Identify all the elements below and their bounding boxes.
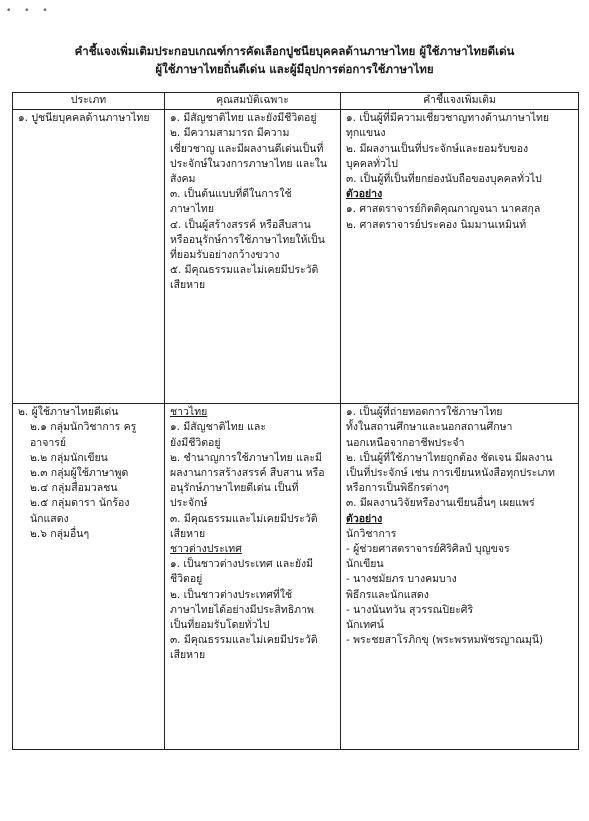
subgroup-line: ๒.๔ กลุ่มสื่อมวลชน: [30, 482, 118, 495]
row2-notes-cell: [341, 404, 579, 750]
qualification-line: ๕. มีคุณธรรมและไม่เคยมีประวัติ: [170, 264, 319, 277]
scan-dots: • • •: [6, 6, 53, 16]
example-category: นักเทศน์: [346, 619, 384, 632]
note-line: หรือการเป็นพิธีกรต่างๆ: [346, 482, 450, 495]
note-line: ๑. ศาสตราจารย์กิตติคุณกาญจนา นาคสกุล: [346, 203, 541, 216]
example-person: - นางชมัยภร บางคมบาง: [346, 573, 457, 586]
qualification-line: ๓. เป็นต้นแบบที่ดีในการใช้: [170, 188, 292, 201]
row1-notes-cell: [341, 110, 579, 404]
document-title-line-2: ผู้ใช้ภาษาไทยถิ่นดีเด่น และผู้มีอุปการต่อการใช้ภาษาไทย: [155, 62, 434, 76]
qualification-line: เชี่ยวชาญ และมีผลงานดีเด่นเป็นที่: [170, 142, 324, 155]
qualification-line: ภาษาไทยได้อย่างมีประสิทธิภาพ: [170, 603, 314, 616]
row2-type-line: ๒. ผู้ใช้ภาษาไทยดีเด่น: [18, 406, 119, 419]
qualification-line: เป็นที่ยอมรับโดยทั่วไป: [170, 619, 270, 632]
qualification-line: ๒. เป็นชาวต่างประเทศที่ใช้: [170, 588, 293, 601]
note-line: ๒. มีผลงานเป็นที่ประจักษ์และยอมรับของ: [346, 142, 529, 155]
qualification-line: ประจักษ์: [170, 497, 208, 510]
subgroup-line: ๒.๓ กลุ่มผู้ใช้ภาษาพูด: [30, 467, 129, 480]
criteria-table: [12, 92, 579, 750]
qualification-line: สังคม: [170, 173, 196, 186]
qualification-line: เสียหาย: [170, 649, 206, 662]
qualification-line: อนุรักษ์ภาษาไทยดีเด่น เป็นที่: [170, 482, 299, 495]
example-person: - นางนันทวัน สุวรรณปิยะศิริ: [346, 603, 474, 616]
example-category: นักวิชาการ: [346, 527, 397, 540]
qualification-line: ยังมีชีวิตอยู่: [170, 436, 221, 449]
table-row: [13, 110, 579, 404]
qualification-line: ที่ยอมรับอย่างกว้างขวาง: [170, 249, 280, 262]
row2-type-cell: [13, 404, 165, 750]
header-notes: คำชี้แจงเพิ่มเติม: [341, 93, 579, 110]
note-line: ทั้งในสถานศึกษาและนอกสถานศึกษา: [346, 421, 513, 434]
example-category: พิธีกรและนักแสดง: [346, 588, 429, 601]
note-line: ๓. เป็นผู้ที่เป็นที่ยกย่องนับถือของบุคคลทั่วไป: [346, 173, 542, 186]
example-person: - ผู้ช่วยศาสตราจารย์ศิริศิลป์ บุญขจร: [346, 543, 510, 556]
subgroup-line: ๒.๖ กลุ่มอื่นๆ: [30, 527, 90, 540]
qualification-line: ๒. ชำนาญการใช้ภาษาไทย และมี: [170, 451, 322, 464]
qualification-line: เสียหาย: [170, 527, 206, 540]
qualification-line: ๑. มีสัญชาติไทย และยังมีชีวิตอยู่: [170, 112, 317, 125]
note-line: เป็นที่ประจักษ์ เช่น การเขียนหนังสือทุกประเภท: [346, 467, 555, 480]
row1-qualifications-cell: [165, 110, 341, 404]
qualification-line: ๓. มีคุณธรรมและไม่เคยมีประวัติ: [170, 634, 318, 647]
document-title-line-1: คำชี้แจงเพิ่มเติมประกอบเกณฑ์การคัดเลือกปูชนียบุคคลด้านภาษาไทย ผู้ใช้ภาษาไทยดีเด่น: [74, 44, 515, 58]
qualification-line: ประจักษ์ในวงการภาษาไทย และใน: [170, 157, 328, 170]
table-header-row: [13, 93, 579, 110]
row1-type-line: ๑. ปูชนียบุคคลด้านภาษาไทย: [18, 112, 150, 125]
subgroup-line: นักแสดง: [30, 512, 69, 525]
qualification-line: ๑. เป็นชาวต่างประเทศ และยังมี: [170, 558, 314, 571]
qualification-line: ๔. เป็นผู้สร้างสรรค์ หรือสืบสาน: [170, 218, 311, 231]
qualification-line: ชีวิตอยู่: [170, 573, 203, 586]
row2-qualifications-cell: [165, 404, 341, 750]
header-type: ประเภท: [13, 93, 165, 110]
note-line: นอกเหนือจากอาชีพประจำ: [346, 436, 465, 449]
subgroup-line: ๒.๒ กลุ่มนักเขียน: [30, 451, 108, 464]
example-heading: ตัวอย่าง: [346, 512, 383, 525]
thai-nationals-heading: ชาวไทย: [170, 406, 208, 419]
subgroup-line: ๒.๕ กลุ่มดารา นักร้อง: [30, 497, 130, 510]
example-heading: ตัวอย่าง: [346, 188, 383, 201]
row1-type-cell: [13, 110, 165, 404]
note-line: ๒. เป็นผู้ที่ใช้ภาษาไทยถูกต้อง ชัดเจน มีผลงาน: [346, 451, 553, 464]
note-line: ๓. มีผลงานวิจัยหรืองานเขียนอื่นๆ เผยแพร่: [346, 497, 535, 510]
qualification-line: ภาษาไทย: [170, 203, 214, 216]
example-person: - พระชยสาโรภิกขุ (พระพรหมพัชรญาณมุนี): [346, 634, 544, 647]
table-row: [13, 404, 579, 750]
subgroup-line: ๒.๑ กลุ่มนักวิชาการ ครู: [30, 421, 137, 434]
header-qualifications: คุณสมบัติเฉพาะ: [165, 93, 341, 110]
note-line: ๒. ศาสตราจารย์ประคอง นิมมานเหมินท์: [346, 218, 527, 231]
example-category: นักเขียน: [346, 558, 384, 571]
qualification-line: ๓. มีคุณธรรมและไม่เคยมีประวัติ: [170, 512, 318, 525]
foreigners-heading: ชาวต่างประเทศ: [170, 543, 242, 556]
qualification-line: ๑. มีสัญชาติไทย และ: [170, 421, 266, 434]
note-line: ๑. เป็นผู้ที่มีความเชี่ยวชาญทางด้านภาษาไทย: [346, 112, 550, 125]
qualification-line: หรืออนุรักษ์การใช้ภาษาไทยให้เป็น: [170, 233, 325, 246]
qualification-line: ผลงานการสร้างสรรค์ สืบสาน หรือ: [170, 467, 325, 480]
note-line: บุคคลทั่วไป: [346, 157, 398, 170]
note-line: ทุกแขนง: [346, 127, 386, 140]
note-line: ๑. เป็นผู้ที่ถ่ายทอดการใช้ภาษาไทย: [346, 406, 503, 419]
subgroup-line: อาจารย์: [30, 436, 67, 449]
qualification-line: เสียหาย: [170, 279, 206, 292]
qualification-line: ๒. มีความสามารถ มีความ: [170, 127, 290, 140]
